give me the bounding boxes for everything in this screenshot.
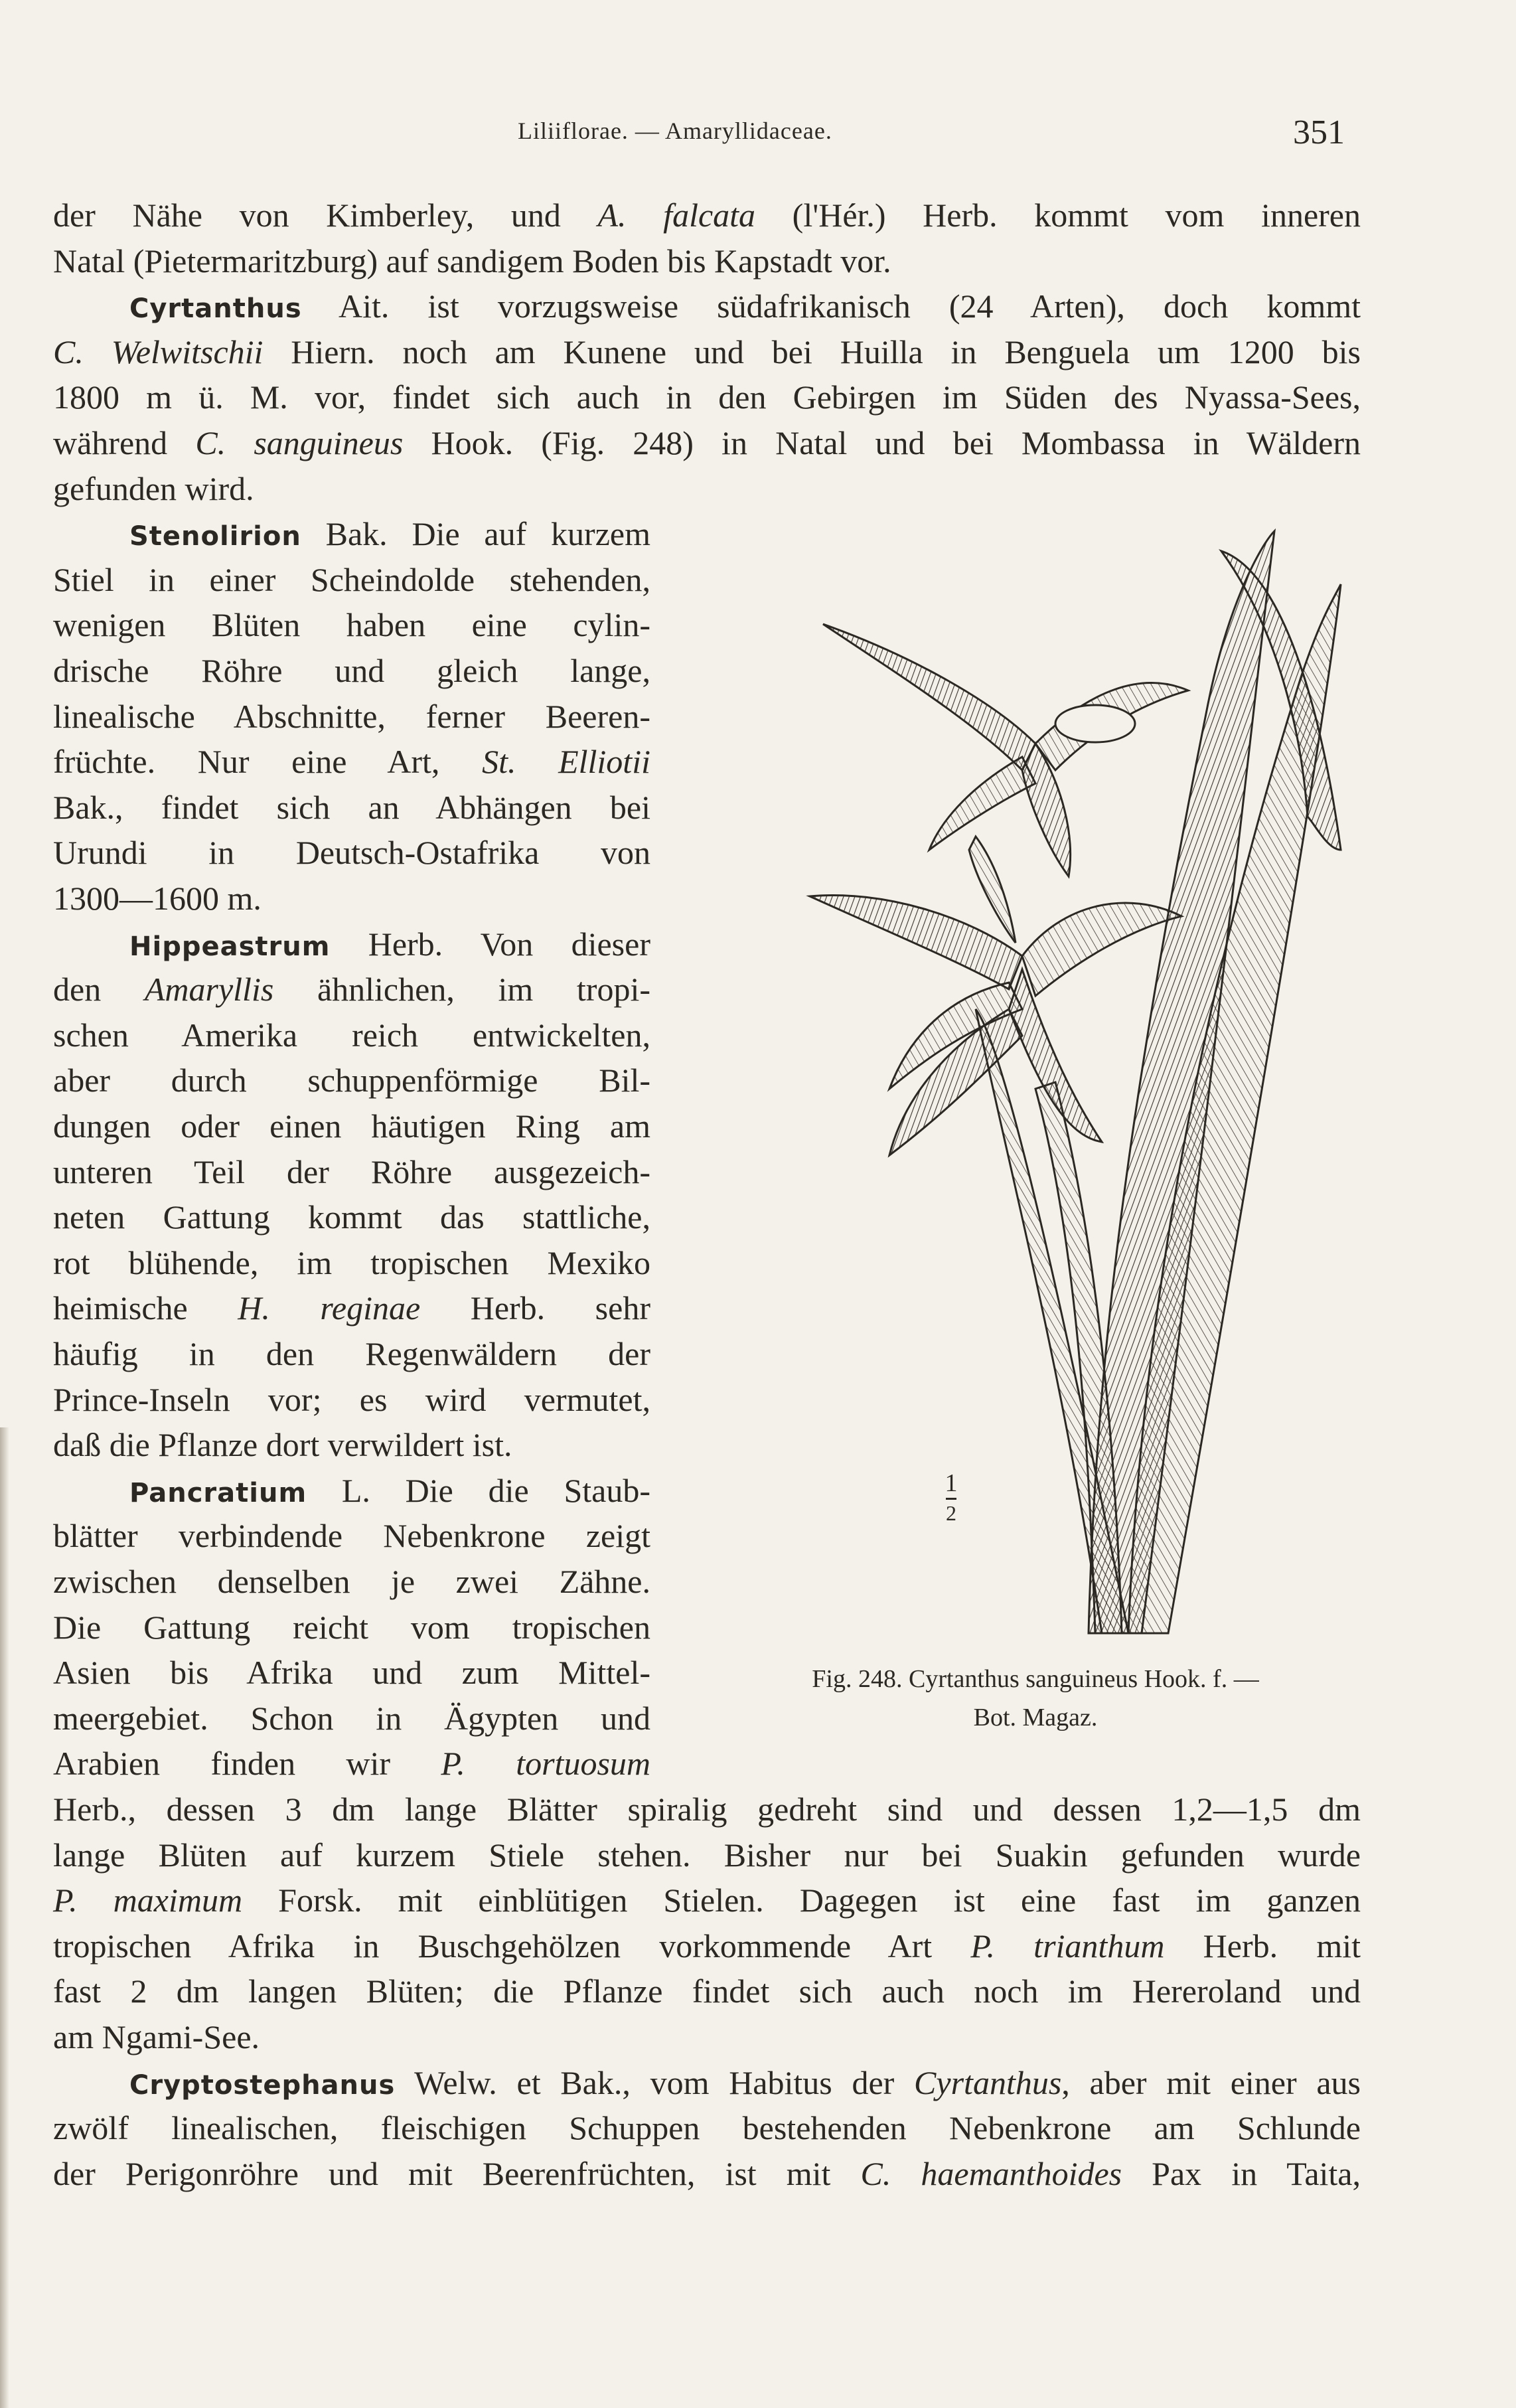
page-number: 351 [1293,114,1345,151]
text-line: am Ngami-See. [53,2018,260,2055]
text-line: gefunden wird. [53,469,254,507]
text-line: wenigen Blüten haben eine cylin- [53,606,650,644]
text-line: der Perigonröhre und mit Beerenfrüchten, ist mit C. haemanthoides Pax in Taita, [53,2154,1361,2192]
text-line: Stenolirion Bak. Die auf kurzem [129,515,650,553]
scale-numerator: 1 [945,1469,958,1497]
text-line: Natal (Pietermaritzburg) auf sandigem Boden bis Kapstadt vor. [53,242,891,280]
text-line: rot blühende, im tropischen Mexiko [53,1244,650,1281]
text-line: Prince-Inseln vor; es wird vermutet, [53,1380,650,1418]
text-line: Cyrtanthus Ait. ist vorzugsweise südafrikanisch (24 Arten), doch kommt [129,287,1361,325]
caption-line-2: Bot. Magaz. [973,1704,1098,1731]
text-line: Bak., findet sich an Abhängen bei [53,788,650,826]
text-line: daß die Pflanze dort verwildert ist. [53,1426,512,1464]
text-line: P. maximum Forsk. mit einblütigen Stielen. Dagegen ist eine fast im ganzen [53,1882,1361,1919]
text-line: Arabien finden wir P. tortuosum [53,1745,651,1783]
figure-cyrtanthus-illustration [664,505,1367,1686]
text-line: 1300—1600 m. [53,880,262,917]
text-line: zwischen denselben je zwei Zähne. [53,1563,650,1600]
text-line: Herb., dessen 3 dm lange Blätter spiralig gedreht sind und dessen 1,2—1,5 dm [53,1791,1361,1828]
text-line: linealische Abschnitte, ferner Beeren- [53,697,650,735]
text-line: früchte. Nur eine Art, St. Elliotii [53,743,650,781]
text-line: während C. sanguineus Hook. (Fig. 248) in Natal und bei Mombassa in Wäldern [53,424,1361,461]
page-header [0,113,1516,159]
text-line: schen Amerika reich entwickelten, [53,1016,650,1054]
text-line: C. Welwitschii Hiern. noch am Kunene und bei Huilla in Benguela um 1200 bis [53,333,1361,370]
flower-upper [823,624,1188,876]
running-title: Liliiflorae. — Amaryllidaceae. [518,118,832,144]
flower-lower [810,837,1181,1155]
binding-shadow [0,1427,9,2408]
text-line: Die Gattung reicht vom tropischen [53,1608,650,1646]
text-line: drische Röhre und gleich lange, [53,652,650,689]
text-line: heimische H. reginae Herb. sehr [53,1289,650,1327]
text-line: Hippeastrum Herb. Von dieser [129,925,650,963]
figure-caption [717,1660,1354,1737]
text-line: den Amaryllis ähnlichen, im tropi- [53,971,650,1008]
text-line: blätter verbindende Nebenkrone zeigt [53,1517,650,1555]
text-line: Asien bis Afrika und zum Mittel- [53,1654,650,1692]
text-line: Urundi in Deutsch-Ostafrika von [53,834,650,872]
text-line: dungen oder einen häutigen Ring am [53,1107,650,1145]
text-line: Stiel in einer Scheindolde stehenden, [53,560,650,598]
text-line: häufig in den Regenwäldern der [53,1335,650,1372]
text-line: 1800 m ü. M. vor, findet sich auch in den Gebirgen im Süden des Nyassa-Sees, [53,378,1361,416]
text-line: tropischen Afrika in Buschgehölzen vorkommende Art P. trianthum Herb. mit [53,1927,1361,1965]
text-line: zwölf linealischen, fleischigen Schuppen bestehenden Nebenkrone am Schlunde [53,2109,1361,2147]
text-line: Pancratium L. Die die Staub- [129,1471,650,1509]
text-line: meergebiet. Schon in Ägypten und [53,1699,650,1737]
text-line: unteren Teil der Röhre ausgezeich- [53,1153,650,1190]
text-line: aber durch schuppenförmige Bil- [53,1062,650,1099]
figure-scale-mark [931,1469,971,1527]
scale-denominator: 2 [946,1498,956,1526]
text-line: neten Gattung kommt das stattliche, [53,1198,650,1236]
text-line: lange Blüten auf kurzem Stiele stehen. Bisher nur bei Suakin gefunden wurde [53,1836,1361,1874]
text-line: der Nähe von Kimberley, und A. falcata (l'Hér.) Herb. kommt vom inneren [53,197,1361,234]
text-line: fast 2 dm langen Blüten; die Pflanze findet sich auch noch im Hereroland und [53,1972,1361,2010]
text-line: Cryptostephanus Welw. et Bak., vom Habitus der Cyrtanthus, aber mit einer aus [129,2063,1361,2101]
caption-line-1: Fig. 248. Cyrtanthus sanguineus Hook. f. — [812,1665,1259,1693]
